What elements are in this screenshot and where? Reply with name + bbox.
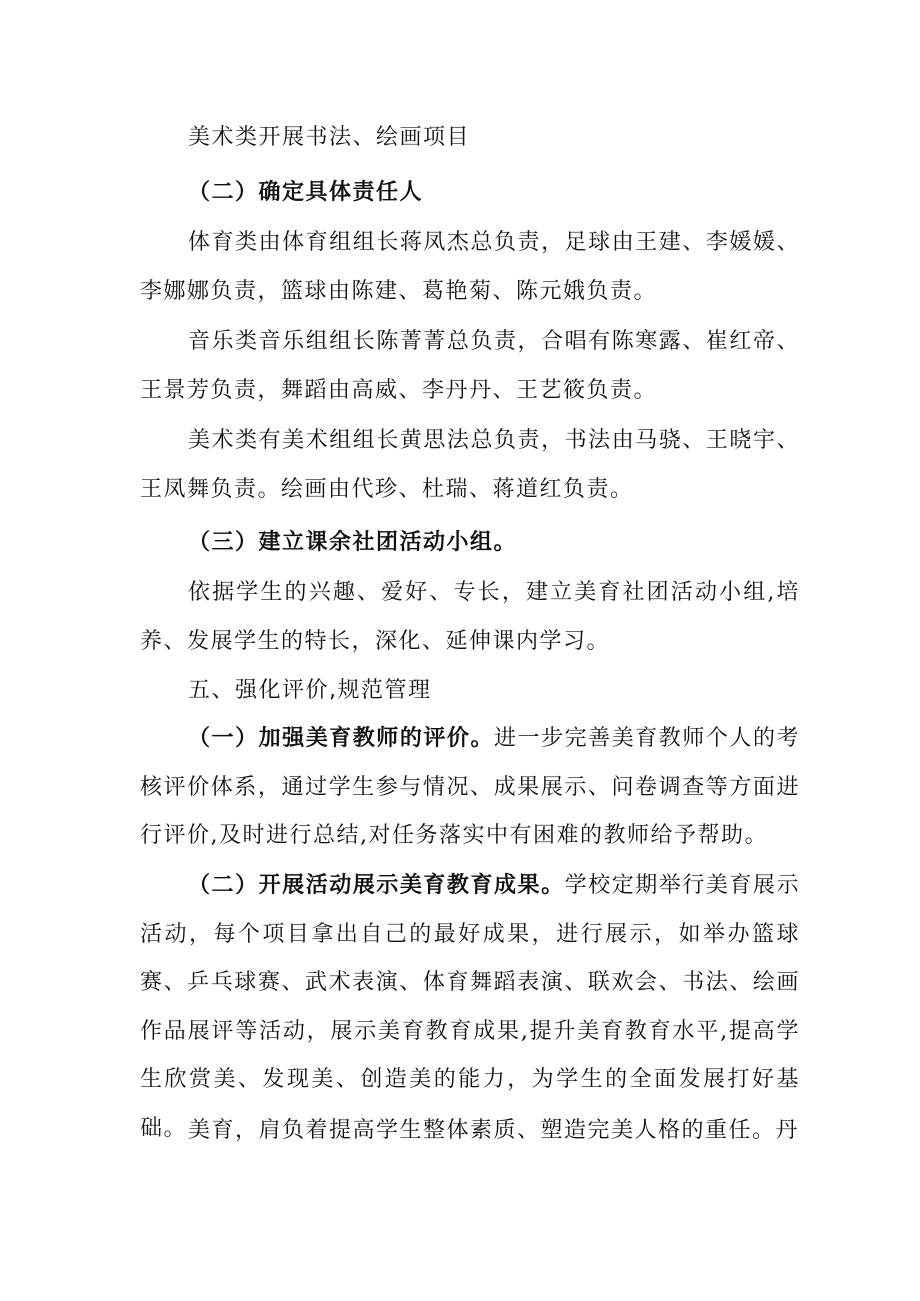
- heading-responsible-persons: （二）确定具体责任人: [188, 180, 424, 205]
- activity-showcase-heading: （二）开展活动展示美育教育成果。: [188, 873, 565, 898]
- section-heading-evaluation: 五、强化评价,规范管理: [188, 678, 432, 703]
- activity-showcase-body: 学校定期举行美育展示活动，每个项目拿出自己的最好成果，进行展示，如举办篮球赛、乒乓球赛、武术表演、体育舞蹈表演、联欢会、书法、绘画作品展评等活动，展示美育教育成果,提升美育教育水平,提高学生欣赏美、发现美、创造美的能力，为学生的全面发展打好基础。: [140, 873, 800, 1141]
- paragraph-teacher-evaluation: [140, 715, 800, 861]
- heading-club-groups: （三）建立课余社团活动小组。: [188, 530, 518, 555]
- paragraph-aesthetic-education: 美育，肩负着提高学生整体素质、塑造完美人格的重任。丹: [188, 1118, 800, 1143]
- paragraph-art-responsibility: 美术类有美术组组长黄思法总负责，书法由马骁、王晓宇、王凤舞负责。绘画由代珍、杜瑞、蒋道红负责。: [140, 428, 800, 502]
- paragraph-music-responsibility: 音乐类音乐组组长陈菁菁总负责，合唱有陈寒露、崔红帝、王景芳负责，舞蹈由高威、李丹丹、王艺筱负责。: [140, 329, 800, 403]
- teacher-evaluation-heading: （一）加强美育教师的评价。: [188, 726, 495, 751]
- paragraph-club-groups: 依据学生的兴趣、爱好、专长，建立美育社团活动小组,培养、发展学生的特长，深化、延伸课内学习。: [140, 580, 800, 654]
- paragraph-sports-responsibility: 体育类由体育组组长蒋凤杰总负责，足球由王建、李媛媛、李娜娜负责，篮球由陈建、葛艳菊、陈元娥负责。: [140, 230, 800, 304]
- paragraph-art-projects: 美术类开展书法、绘画项目: [188, 125, 471, 150]
- teacher-evaluation-body: 进一步完善美育教师个人的考核评价体系，通过学生参与情况、成果展示、问卷调查等方面进行评价,及时进行总结,对任务落实中有困难的教师给予帮助。: [140, 726, 800, 848]
